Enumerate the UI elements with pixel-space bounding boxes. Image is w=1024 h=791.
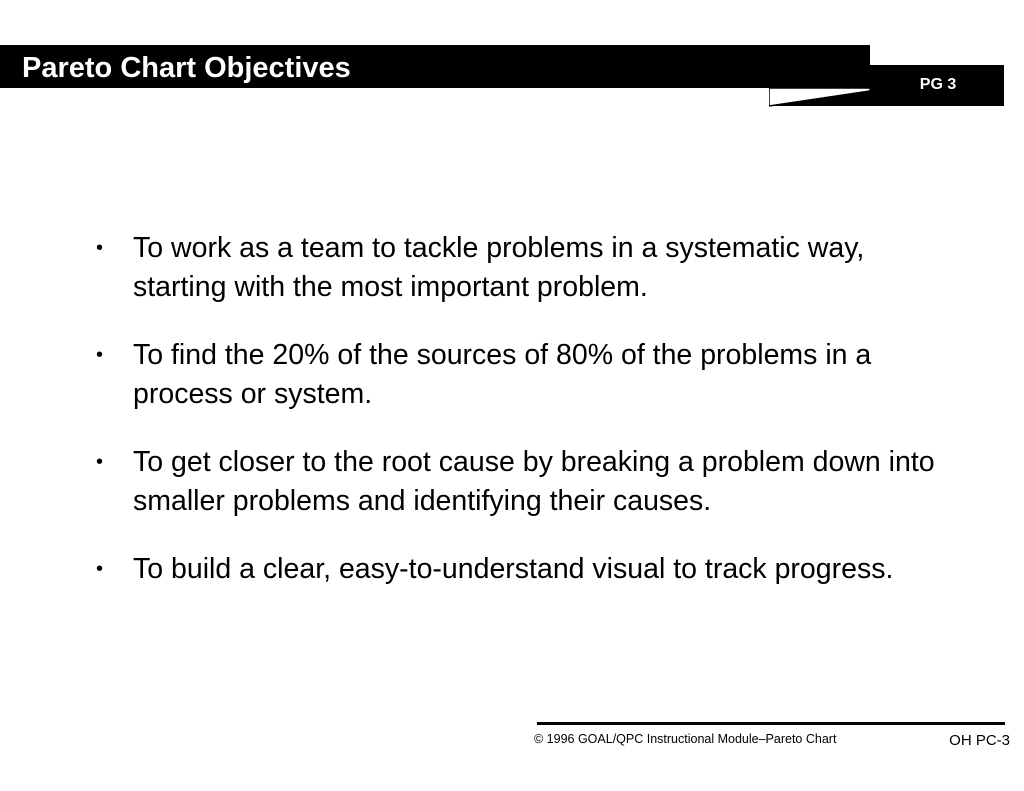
objectives-list: [96, 229, 956, 618]
list-item: [96, 336, 956, 414]
list-item: [96, 550, 956, 589]
bullet-icon: •: [96, 558, 104, 580]
objective-text: To get closer to the root cause by breaking a problem down into smaller problems and identifying their causes.: [133, 446, 935, 517]
bullet-icon: •: [96, 237, 104, 259]
objective-text: To work as a team to tackle problems in a systematic way, starting with the most important problem.: [133, 232, 865, 303]
bullet-icon: •: [96, 344, 104, 366]
slide-id: OH PC-3: [949, 732, 1010, 749]
objective-text: To build a clear, easy-to-understand visual to track progress.: [133, 553, 894, 585]
list-item: [96, 443, 956, 521]
copyright-notice: © 1996 GOAL/QPC Instructional Module–Pareto Chart: [534, 732, 837, 746]
title-bar: [0, 45, 870, 88]
bullet-icon: •: [96, 451, 104, 473]
page-title: Pareto Chart Objectives: [22, 52, 351, 84]
list-item: [96, 229, 956, 307]
page-number-label: PG 3: [919, 76, 957, 93]
objective-text: To find the 20% of the sources of 80% of the problems in a process or system.: [133, 339, 872, 410]
footer-divider: [537, 722, 1005, 725]
